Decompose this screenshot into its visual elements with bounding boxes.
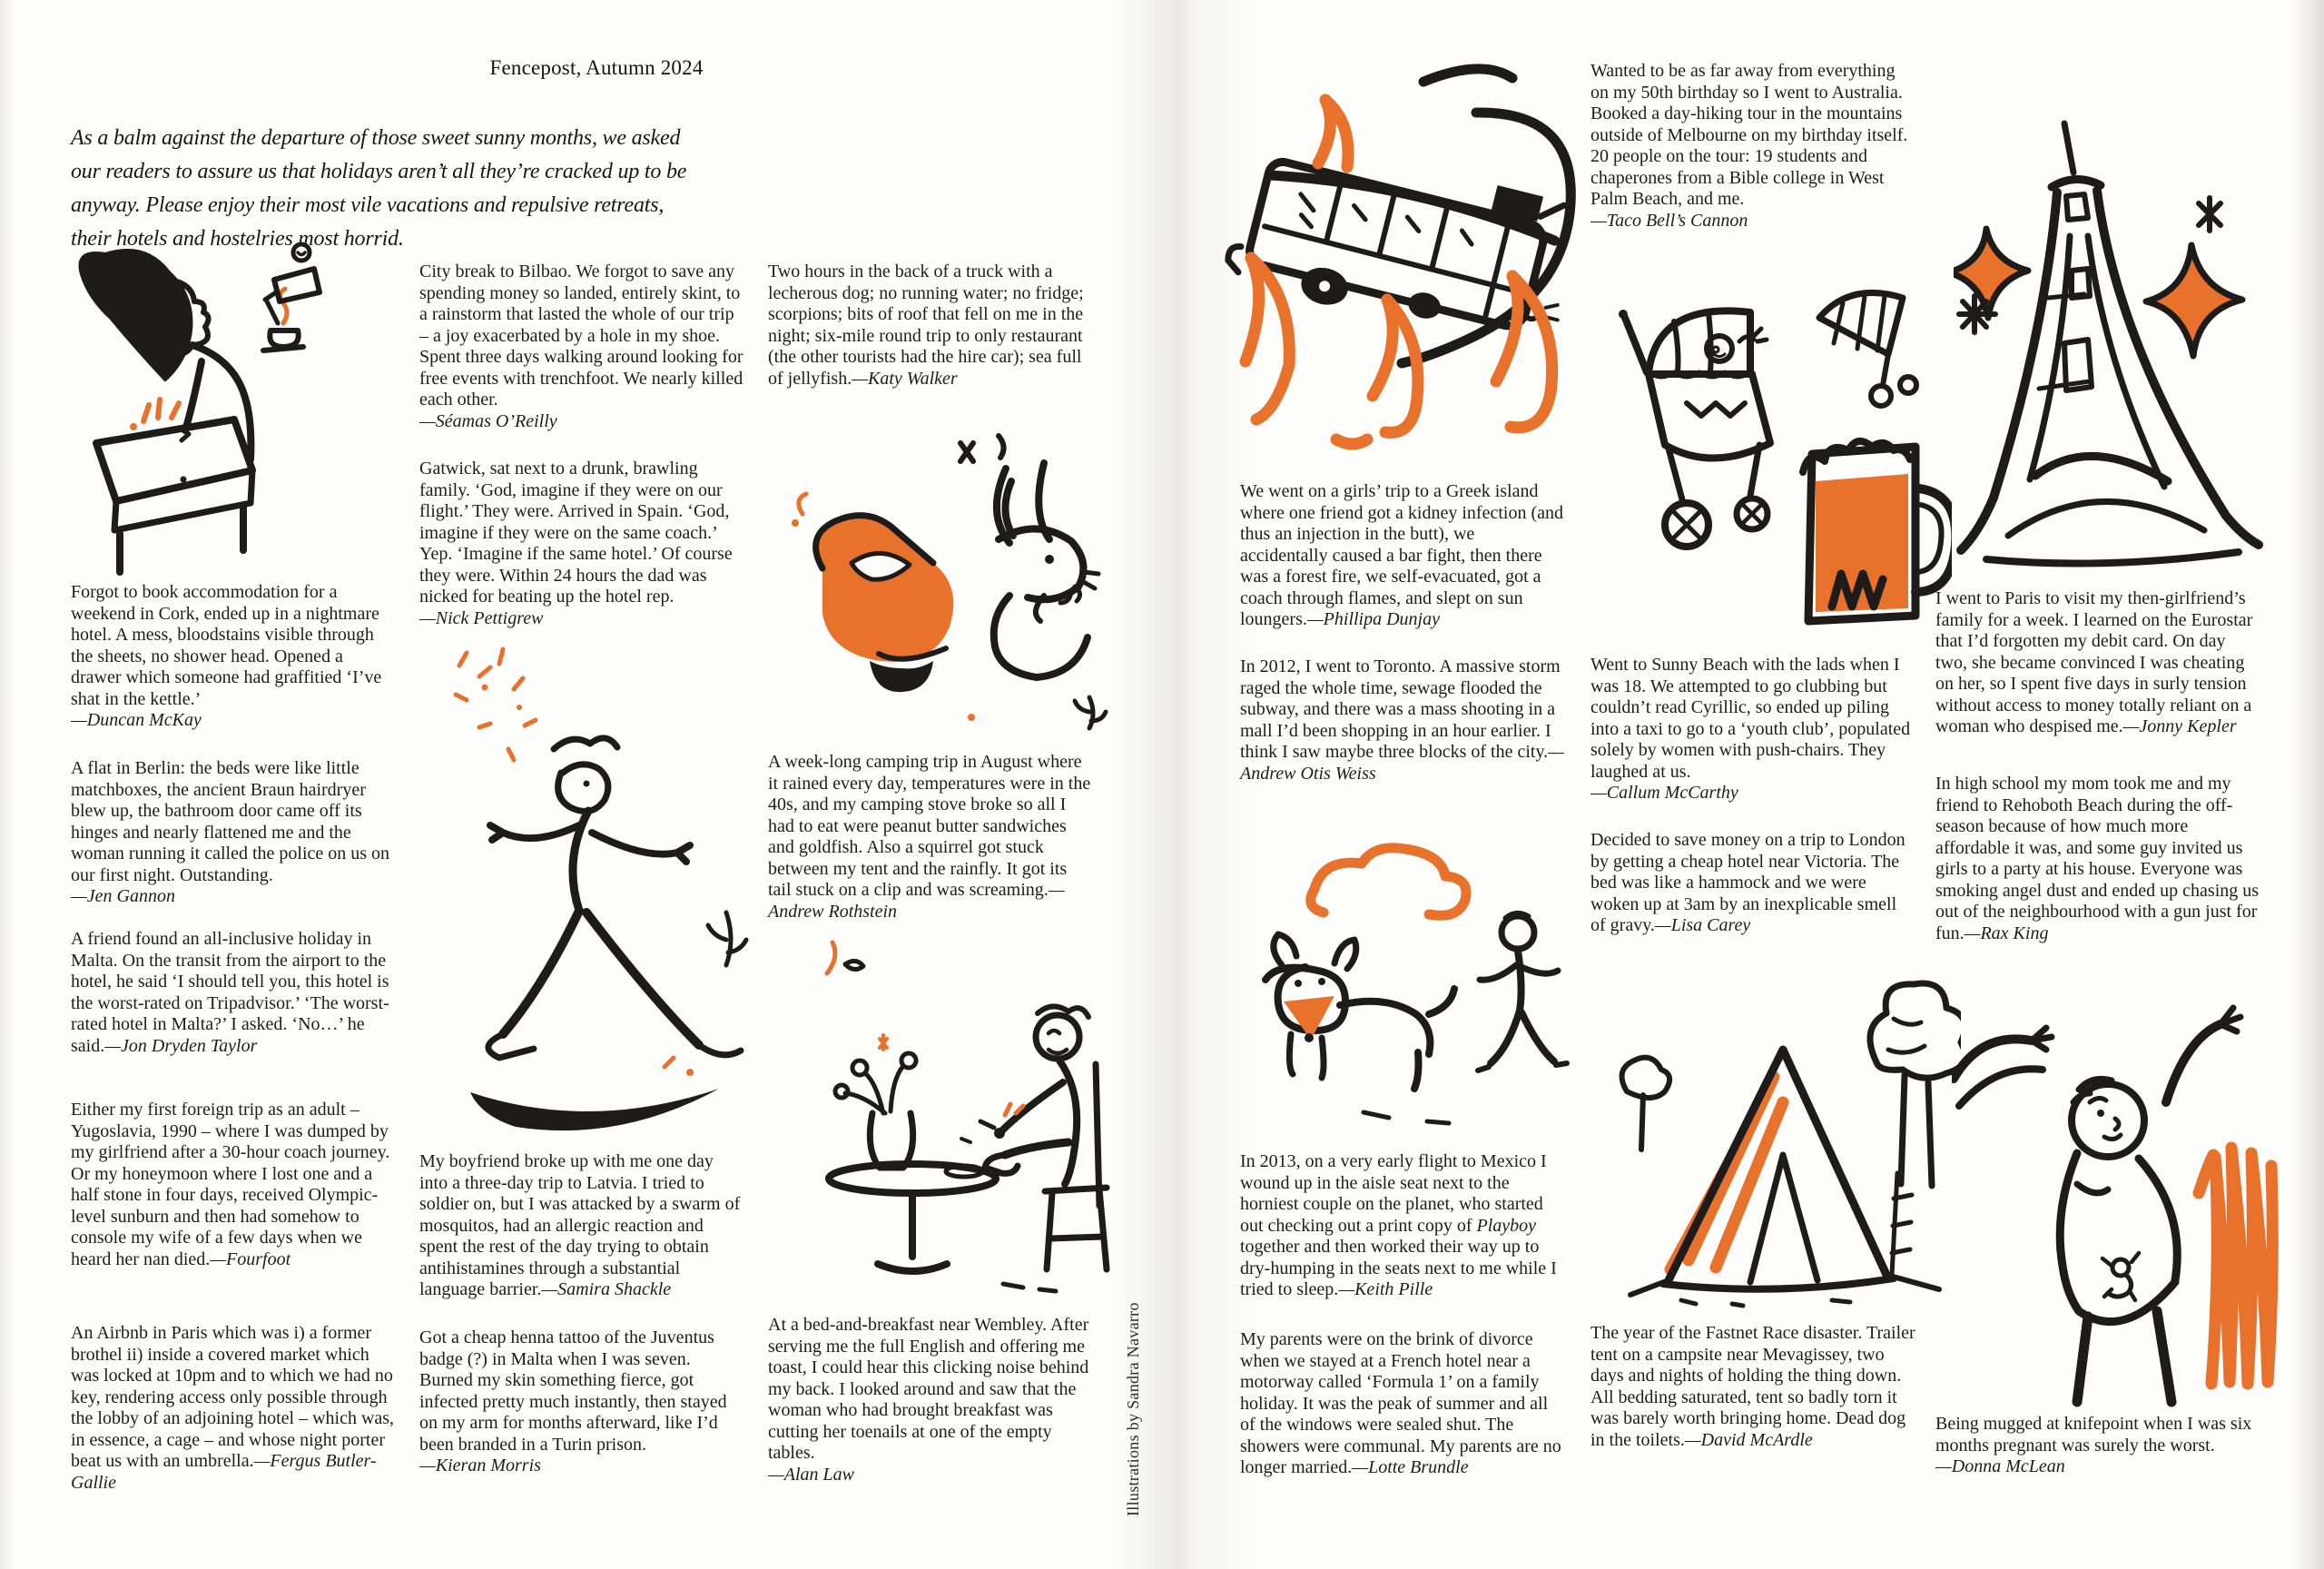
pram-beer-illustration — [1614, 265, 1952, 645]
story-author: —Lotte Brundle — [1352, 1457, 1469, 1477]
tent-trees-illustration — [1605, 955, 1961, 1317]
story-author: —Andrew Rothstein — [768, 880, 1065, 922]
story-author: —Phillipa Dunjay — [1306, 609, 1440, 629]
story-greek-island — [1240, 481, 1565, 631]
story-text: Wanted to be as far away from everything on my 50th birthday so I went to Australia. Booked a day-hiking tour in the mountains outside of Melbourne on my birthday itself. 20 people on the tour: 19 students and chaperones from a Bible college in West Palm Beach, and me. — [1590, 61, 1908, 209]
story-author: —Donna McLean — [1935, 1456, 2065, 1476]
story-formula1-hotel — [1240, 1329, 1565, 1479]
story-text: together and then worked their way up to dry-humping in the seats next to me while I tried to sleep. — [1240, 1237, 1557, 1299]
story-australia-birthday — [1590, 61, 1915, 232]
story-text: Either my first foreign trip as an adult – Yugoslavia, 1990 – where I was dumped by my girlfriend after a 30-hour coach journey. Or my honeymoon where I lost one and a half stone in four days, received Olympic-level sunburn and then had somehow to console my wife of a few days when we heard her nan died. — [71, 1100, 390, 1269]
story-author: —Séamas O’Reilly — [419, 410, 557, 431]
running-figure-illustration — [427, 640, 764, 1145]
story-text: Got a cheap henna tattoo of the Juventus badge (?) in Malta when I was seven. Burned my skin something fierce, got infected pretty much instantly, then stayed on my arm for months afterward, like I’d been branded in a Turin prison. — [419, 1327, 727, 1455]
rabbit-mitten-illustration — [772, 425, 1118, 737]
story-toronto — [1240, 656, 1565, 784]
story-text: Went to Sunny Beach with the lads when I was 18. We attempted to go clubbing but couldn’t read Cyrillic, so ended up piling into a taxi to go to a ‘youth club’, populated solely by women with push-chairs. They laughed at us. — [1590, 655, 1911, 782]
story-mexico-flight — [1240, 1151, 1565, 1301]
story-malta-tripadvisor — [71, 929, 396, 1057]
story-mugged — [1935, 1414, 2260, 1478]
story-berlin-flat — [71, 758, 396, 908]
story-camping-squirrel — [768, 752, 1093, 923]
story-text: In 2013, on a very early flight to Mexico I wound up in the aisle seat next to the horniest couple on the planet, who started out checking out a print copy of — [1240, 1151, 1547, 1236]
story-text: Two hours in the back of a truck with a lecherous dog; no running water; no fridge; scorpions; bits of roof that fell on me in the night; six-mile round trip to only restaurant (the other tourists had the hire car); sea full of jellyfish. — [768, 262, 1084, 389]
page-title: Fencepost, Autumn 2024 — [489, 56, 704, 79]
eiffel-tower-illustration — [1954, 116, 2300, 583]
story-author: —Fourfoot — [210, 1248, 291, 1269]
story-gatwick-family — [419, 459, 744, 629]
story-text: I went to Paris to visit my then-girlfriend’s family for a week. I learned on the Eurostar that I’d forgotten my debit card. On day two, she became convinced I was cheating on her, so I spent five days in surly tension without access to money totally reliant on a woman who despised me. — [1935, 588, 2253, 736]
story-text-italic: Playboy — [1476, 1215, 1537, 1236]
toenail-cutting-illustration — [776, 935, 1123, 1306]
story-latvia-breakup — [419, 1151, 744, 1301]
story-yugoslavia-honeymoon — [71, 1100, 396, 1270]
drawer-person-illustration — [56, 242, 330, 581]
story-author: —Jon Dryden Taylor — [104, 1035, 258, 1056]
story-text: City break to Bilbao. We forgot to save any spending money so landed, entirely skint, to a rainstorm that lasted the whole of our trip – a joy exacerbated by a hole in my shoe. Spent three days walking around looking for free events with trenchfoot. We nearly killed each other. — [419, 262, 743, 410]
story-author: —Taco Bell’s Cannon — [1590, 210, 1748, 231]
story-victoria-hotel — [1590, 830, 1915, 937]
story-airbnb-paris — [71, 1323, 396, 1494]
pregnant-figure-illustration — [1952, 992, 2302, 1411]
story-author: —Rax King — [1964, 923, 2049, 943]
story-author: —Nick Pettigrew — [419, 607, 544, 628]
story-text: My boyfriend broke up with me one day into a three-day trip to Latvia. I tried to soldier on, but I was attacked by a swarm of mosquitos, had an allergic reaction and spent the rest of the day trying to obtain antihistamines through a substantial language barrier. — [419, 1151, 741, 1299]
intro-paragraph: As a balm against the departure of those sweet sunny months, we asked our readers to assure us that holidays aren’t all they’re cracked up to be anyway. Please enjoy their most vile vacations and repulsive retreats, their hotels and hostelries most horrid. — [71, 126, 687, 251]
story-text: Decided to save money on a trip to London by getting a cheap hotel near Victoria. The bed was like a hammock and we were woken up at 3am by an inexplicable smell of gravy. — [1590, 830, 1905, 935]
story-text: A flat in Berlin: the beds were like little matchboxes, the ancient Braun hairdryer blew up, the bathroom door came off its hinges and nearly flattened me and the woman running it called the police on us on our first night. Outstanding. — [71, 758, 390, 885]
story-author: —Samira Shackle — [541, 1279, 672, 1299]
story-text: In 2012, I went to Toronto. A massive storm raged the whole time, sewage flooded the subway, and there was a mass shooting in a mall I’d been shopping in an hour earlier. I think I saw maybe three blocks of the city. — [1240, 656, 1561, 762]
story-text: In high school my mom took me and my friend to Rehoboth Beach during the off-season because of how much more affordable it was, and some guy invited us girls to a party at his house. Everyone was smoking angel dust and ended up chasing us out of the neighbourhood with a gun just for fun. — [1935, 774, 2260, 943]
story-fastnet-camping — [1590, 1323, 1915, 1451]
story-author: —Katy Walker — [852, 368, 958, 389]
story-text: We went on a girls’ trip to a Greek island where one friend got a kidney infection (and thus an injection in the butt), we accidentally caused a bar fight, then there was a forest fire, we self-evacuated, got a coach through flames, and slept on sun loungers. — [1240, 481, 1563, 629]
story-author: —Callum McCarthy — [1590, 783, 1738, 803]
story-rehoboth-beach — [1935, 774, 2260, 944]
story-author: —David McArdle — [1684, 1429, 1813, 1450]
story-sunny-beach — [1590, 655, 1915, 804]
story-author: —Lisa Carey — [1654, 915, 1751, 935]
story-text: A friend found an all-inclusive holiday in Malta. On the transit from the airport to the hotel, he said ‘I should tell you, this hotel is the worst-rated on Tripadvisor.’ ‘The worst-rated hotel in Malta?’ I asked. ‘No…’ he said. — [71, 929, 389, 1056]
story-henna-tattoo — [419, 1327, 744, 1477]
story-author: —Keith Pille — [1338, 1279, 1433, 1299]
story-author: —Fergus Butler-Gallie — [71, 1451, 377, 1493]
story-text: Gatwick, sat next to a drunk, brawling family. ‘God, imagine if they were on our flight.’ They were. Arrived in Spain. ‘God, imagine if they were on the same coach.’ Yep. ‘Imagine if the same hotel.’ Of course they were. Within 24 hours the dad was nicked for beating up the hotel rep. — [419, 459, 733, 607]
story-text: An Airbnb in Paris which was i) a former brothel ii) inside a covered market which was locked at 10pm and to which we had no key, rendering access only possible through the lobby of an adjoining hotel – which was, in essence, a cage – and whose night porter beat us with an umbrella. — [71, 1323, 395, 1471]
story-text: A week-long camping trip in August where it rained every day, temperatures were in the 40s, and my camping stove broke so all I had to eat were peanut butter sandwiches and goldfish. Also a squirrel got stuck between my tent and the rainfly. It got its tail stuck on a clip and was screaming. — [768, 752, 1091, 900]
story-author: —Alan Law — [768, 1464, 855, 1485]
story-text: My parents were on the brink of divorce when we stayed at a French hotel near a motorway called ‘Formula 1’ on a family holiday. It was the peak of summer and all of the windows were sealed shut. The showers were communal. My parents are no longer married. — [1240, 1329, 1561, 1477]
story-cork-hotel — [71, 582, 396, 732]
story-author: —Duncan McKay — [71, 710, 202, 730]
story-author: —Kieran Morris — [419, 1456, 541, 1475]
story-truck-ride — [768, 262, 1093, 390]
story-bilbao — [419, 262, 744, 432]
story-author: —Jen Gannon — [71, 886, 175, 906]
story-text: Being mugged at knifepoint when I was six months pregnant was surely the worst. — [1935, 1414, 2252, 1456]
illustration-credit: Illustrations by Sandra Navarro — [1124, 1302, 1142, 1516]
story-text: The year of the Fastnet Race disaster. Trailer tent on a campsite near Mevagissey, two days and nights of holding the thing down. All bedding saturated, tent so badly torn it was barely worth bringing home. Dead dog in the toilets. — [1590, 1323, 1915, 1450]
dog-walker-illustration — [1227, 822, 1592, 1141]
story-author: —Andrew Otis Weiss — [1240, 742, 1564, 784]
story-author: —Jonny Kepler — [2122, 716, 2237, 736]
story-text: At a bed-and-breakfast near Wembley. After serving me the full English and offering me toast, I could hear this clicking noise behind my back. I looked around and saw that the woman who had brought breakfast was cutting her toenails at one of the empty tables. — [768, 1315, 1089, 1463]
story-wembley-bnb — [768, 1315, 1093, 1485]
burning-bus-illustration — [1209, 56, 1592, 479]
story-text: Forgot to book accommodation for a weekend in Cork, ended up in a nightmare hotel. A mess, bloodstains visible through the sheets, no shower head. Opened a drawer which someone had graffitied ‘I’ve shat in the kettle.’ — [71, 582, 382, 709]
story-paris-eurostar — [1935, 588, 2260, 738]
